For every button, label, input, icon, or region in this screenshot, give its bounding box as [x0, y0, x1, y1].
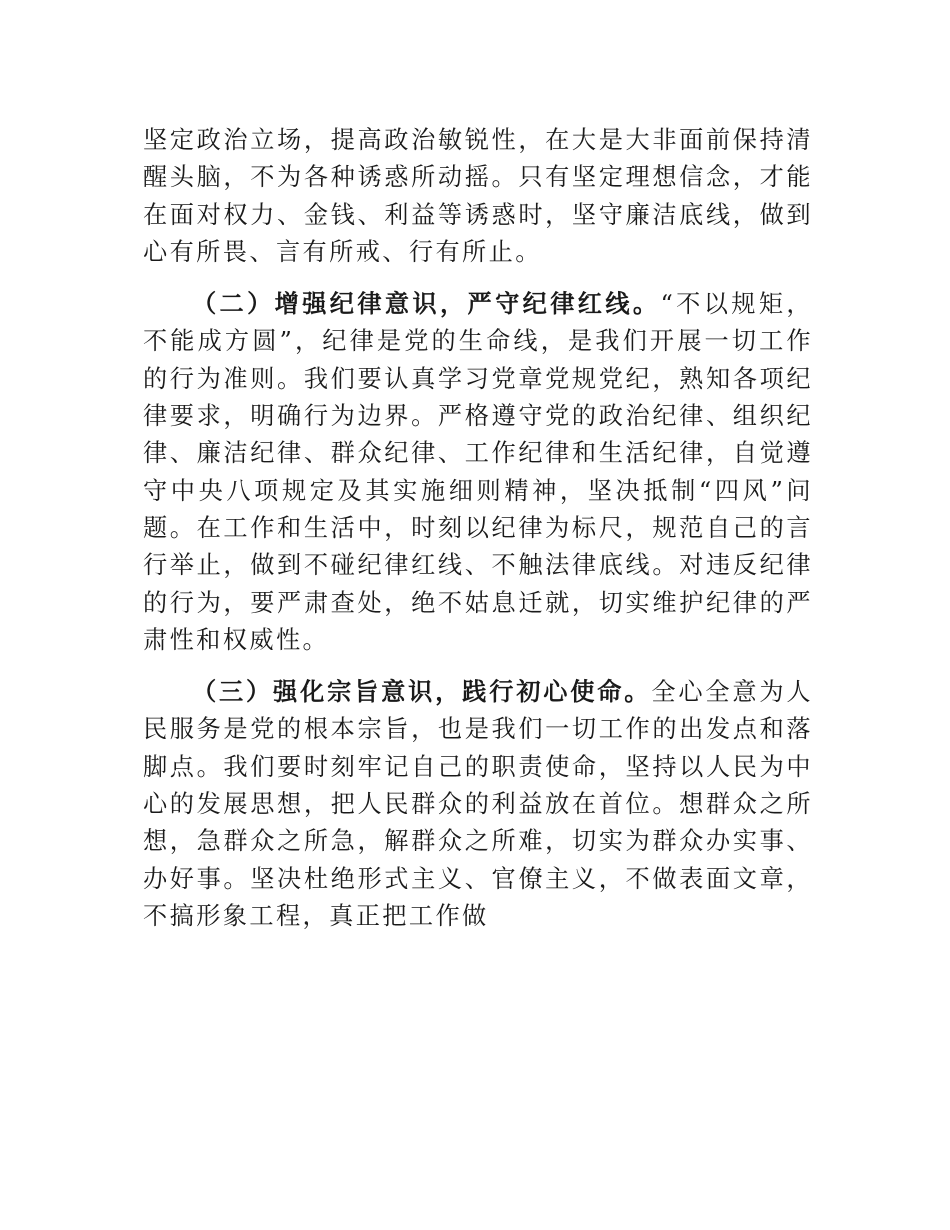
section-heading-purpose: （三）强化宗旨意识，践行初心使命。: [192, 677, 652, 707]
paragraph-text: “不以规矩，不能成方圆”，纪律是党的生命线，是我们开展一切工作的行为准则。我们要认真学习党章党规党纪，熟知各项纪律要求，明确行为边界。严格遵守党的政治纪律、组织纪律、廉洁纪律、群众纪律、工作纪律和生活纪律，自觉遵守中央八项规定及其实施细则精神，坚决抵制“四风”问题。在工作和生活中，时刻以纪律为标尺，规范自己的言行举止，做到不碰纪律红线、不触法律底线。对违反纪律的行为，要严肃查处，绝不姑息迁就，切实维护纪律的严肃性和权威性。: [143, 290, 813, 654]
section-heading-discipline: （二）增强纪律意识，严守纪律红线。: [192, 289, 661, 319]
paragraph-continuation: [143, 122, 813, 271]
document-body: [143, 122, 813, 935]
paragraph-discipline: [143, 285, 813, 659]
paragraph-purpose: [143, 673, 813, 935]
paragraph-text: 坚定政治立场，提高政治敏锐性，在大是大非面前保持清醒头脑，不为各种诱惑所动摇。只有坚定理想信念，才能在面对权力、金钱、利益等诱惑时，坚守廉洁底线，做到心有所畏、言有所戒、行有所止。: [143, 126, 813, 266]
paragraph-text: 全心全意为人民服务是党的根本宗旨，也是我们一切工作的出发点和落脚点。我们要时刻牢记自己的职责使命，坚持以人民为中心的发展思想，把人民群众的利益放在首位。想群众之所想，急群众之所急，解群众之所难，切实为群众办实事、办好事。坚决杜绝形式主义、官僚主义，不做表面文章，不搞形象工程，真正把工作做: [143, 678, 813, 930]
